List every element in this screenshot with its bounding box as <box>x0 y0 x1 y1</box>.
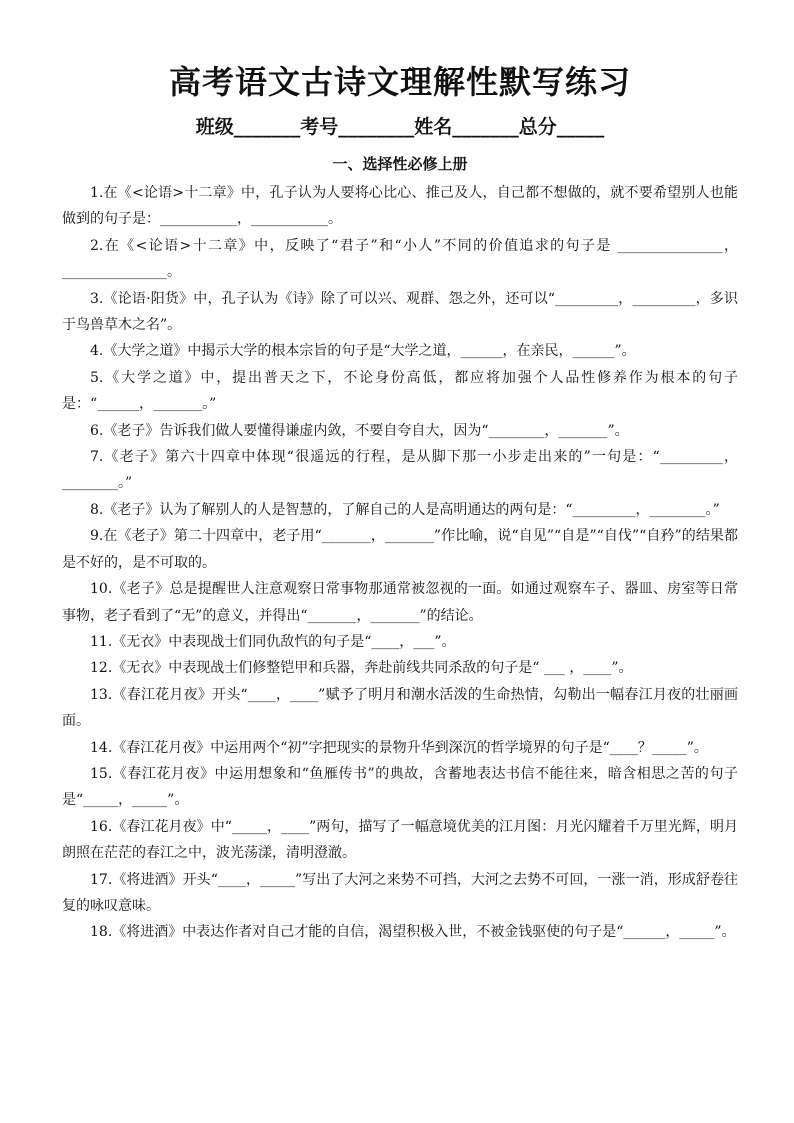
question-item: 3.《论语·阳货》中，孔子认为《诗》除了可以兴、观群、怨之外，还可以“_________，_________，多识于鸟兽草木之名”。 <box>62 290 738 334</box>
question-item: 10.《老子》总是提醒世人注意观察日常事物那通常被忽视的一面。如通过观察车子、器皿、房室等日常事物，老子看到了“无”的意义，并得出“_______，_______”的结论。 <box>62 581 738 624</box>
question-item: 5.《大学之道》中，提出普天之下，不论身份高低，都应将加强个人品性修养作为根本的句子是：“______，_______。” <box>62 369 738 413</box>
worksheet-title: 高考语文古诗文理解性默写练习 <box>168 63 631 101</box>
question-list <box>62 180 738 946</box>
question-item: 16.《春江花月夜》中“_____，____”两句，描写了一幅意境优美的江月图：月光闪耀着千万里光辉，明月朗照在茫茫的春江之中，波光荡漾，清明澄澈。 <box>62 818 738 862</box>
question-item: 2.在《<论语>十二章》中，反映了“君子”和“小人”不同的价值追求的句子是 _______________，_______________。 <box>62 237 738 281</box>
question-item: 7.《老子》第六十四章中体现“很遥远的行程，是从脚下那一小步走出来的”一句是：“_________，________。” <box>62 449 738 492</box>
question-item: 17.《将进酒》开头“____，_____”写出了大河之来势不可挡，大河之去势不可回，一涨一消，形成舒卷往复的咏叹意味。 <box>62 871 738 914</box>
question-item: 18.《将进酒》中表达作者对自己才能的自信，渴望积极入世，不被金钱驱使的句子是“______，_____”。 <box>90 924 736 941</box>
question-item: 12.《无衣》中表现战士们修整铠甲和兵器，奔赴前线共同杀敌的句子是“ ___ ，____”。 <box>90 660 633 677</box>
question-item: 14.《春江花月夜》中运用两个“初”字把现实的景物升华到深沉的哲学境界的句子是“____？_____”。 <box>90 739 708 756</box>
question-item: 4.《大学之道》中揭示大学的根本宗旨的句子是“大学之道，______，在亲民，______”。 <box>90 343 636 360</box>
question-item: 11.《无衣》中表现战士们同仇敌忾的句子是“____，___”。 <box>90 633 456 650</box>
question-item: 13.《春江花月夜》开头“____，____”赋予了明月和潮水活泼的生命热情，勾勒出一幅春江月夜的壮丽画面。 <box>62 686 738 730</box>
question-item: 6.《老子》告诉我们做人要懂得谦虚内敛，不要自夸自大，因为“________，_______”。 <box>90 422 629 439</box>
section-title: 一、选择性必修上册 <box>332 155 468 173</box>
question-item: 8.《老子》认为了解别人的人是智慧的，了解自己的人是高明通达的两句是：“_________，________。” <box>90 501 720 518</box>
question-item: 9.在《老子》第二十四章中，老子用“_______，_______”作比喻，说“自见”“自是”“自伐”“自矜”的结果都是不好的，是不可取的。 <box>62 528 738 571</box>
question-item: 1.在《<论语>十二章》中，孔子认为人要将心比心、推己及人，自己都不想做的，就不要希望别人也能做到的句子是：___________，___________。 <box>62 185 738 228</box>
question-item: 15.《春江花月夜》中运用想象和“鱼雁传书”的典故，含蓄地表达书信不能往来，暗含相思之苦的句子是“_____，_____”。 <box>62 765 738 809</box>
student-info-line: 班级_______考号________姓名_______总分_____ <box>195 116 605 138</box>
